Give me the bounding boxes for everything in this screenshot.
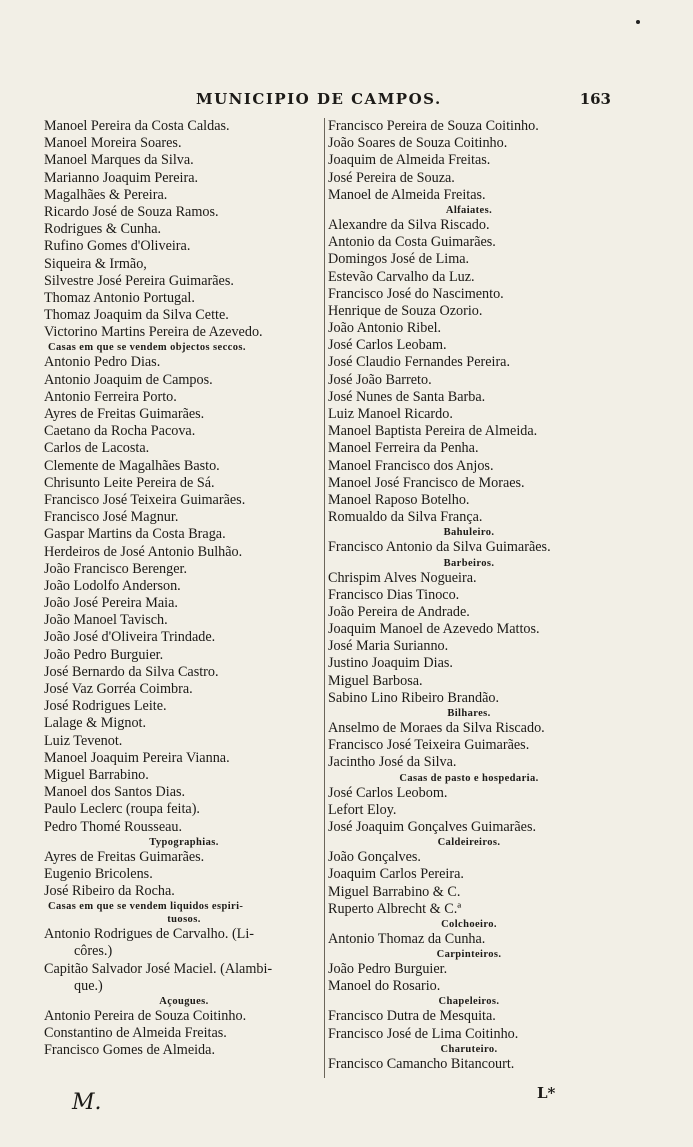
list-item: Pedro Thomé Rousseau. bbox=[44, 818, 183, 835]
list-item: Magalhães & Pereira. bbox=[44, 186, 168, 203]
list-item: Marianno Joaquim Pereira. bbox=[44, 169, 199, 186]
list-item: Carlos de Lacosta. bbox=[44, 440, 150, 457]
ink-speck bbox=[636, 20, 640, 24]
column-divider bbox=[324, 118, 325, 1078]
list-item: Siqueira & Irmão, bbox=[44, 255, 147, 272]
list-item: Miguel Barrabino. bbox=[44, 766, 149, 783]
list-item: Manoel dos Santos Dias. bbox=[44, 784, 186, 801]
list-item: José Rodrigues Leite. bbox=[44, 698, 167, 715]
list-item: Rodrigues & Cunha. bbox=[44, 221, 162, 238]
list-item: Francisco José Teixeira Guimarães. bbox=[44, 491, 246, 508]
page-number: 163 bbox=[579, 90, 611, 108]
section-heading: Colchoeiro. bbox=[441, 918, 497, 930]
list-item: Miguel Barrabino & C. bbox=[328, 883, 461, 900]
list-item: João Pereira de Andrade. bbox=[328, 603, 470, 620]
list-item: Joaquim Manoel de Azevedo Mattos. bbox=[328, 621, 540, 638]
list-item: João José d'Oliveira Trindade. bbox=[44, 629, 216, 646]
list-item: Miguel Barbosa. bbox=[328, 672, 423, 689]
section-heading: Bilhares. bbox=[447, 708, 491, 719]
list-item: Caetano da Rocha Pacova. bbox=[44, 423, 196, 440]
list-item: Jacintho José da Silva. bbox=[328, 754, 457, 771]
section-heading: Charuteiro. bbox=[440, 1043, 498, 1055]
list-item: Francisco José Teixeira Guimarães. bbox=[328, 737, 530, 754]
list-item: Lefort Eloy. bbox=[328, 801, 397, 818]
list-item: João Francisco Berenger. bbox=[44, 560, 188, 577]
list-item: Ruperto Albrecht & C.ª bbox=[328, 900, 462, 917]
list-item: Antonio da Costa Guimarães. bbox=[328, 234, 496, 251]
list-item: Chrisunto Leite Pereira de Sá. bbox=[44, 474, 215, 491]
list-item: Victorino Martins Pereira de Azevedo. bbox=[44, 324, 263, 341]
list-item: Manoel de Almeida Freitas. bbox=[328, 186, 486, 203]
list-item: José Nunes de Santa Barba. bbox=[328, 388, 486, 405]
list-item-continuation: côres.) bbox=[74, 943, 113, 960]
list-item: Eugenio Bricolens. bbox=[44, 865, 153, 882]
list-item: Henrique de Souza Ozorio. bbox=[328, 302, 483, 319]
section-heading: Barbeiros. bbox=[443, 557, 495, 569]
list-item: Francisco José Magnur. bbox=[44, 509, 179, 526]
list-item: José Carlos Leobam. bbox=[328, 337, 447, 354]
list-item: Luiz Manoel Ricardo. bbox=[328, 406, 453, 422]
list-item: José Maria Surianno. bbox=[328, 638, 449, 655]
section-heading: Carpinteiros. bbox=[436, 949, 502, 961]
list-item: José Joaquim Gonçalves Guimarães. bbox=[328, 818, 537, 835]
list-item: Ayres de Freitas Guimarães. bbox=[44, 848, 205, 865]
list-item: Francisco Antonio da Silva Guimarães. bbox=[328, 539, 551, 556]
list-item: José Ribeiro da Rocha. bbox=[44, 883, 175, 900]
section-heading: tuosos. bbox=[167, 914, 201, 926]
list-item: Manoel Baptista Pereira de Almeida. bbox=[328, 423, 538, 440]
list-item: Paulo Leclerc (roupa feita). bbox=[44, 801, 200, 818]
list-item: José João Barreto. bbox=[328, 371, 432, 388]
list-item: João Manoel Tavisch. bbox=[44, 612, 168, 629]
list-item: Francisco Camancho Bitancourt. bbox=[328, 1055, 515, 1072]
list-item: Gaspar Martins da Costa Braga. bbox=[44, 526, 226, 543]
list-item: Manoel Ferreira da Penha. bbox=[328, 440, 479, 457]
list-item: Manoel do Rosario. bbox=[328, 978, 441, 995]
section-heading: Bahuleiro. bbox=[443, 527, 495, 539]
list-item: João Lodolfo Anderson. bbox=[44, 577, 181, 594]
list-item: Thomaz Joaquim da Silva Cette. bbox=[44, 307, 229, 324]
list-item: Lalage & Mignot. bbox=[44, 715, 147, 732]
list-item: Francisco Gomes de Almeida. bbox=[44, 1042, 215, 1059]
list-item: Luiz Tevenot. bbox=[44, 732, 123, 749]
list-item: João Gonçalves. bbox=[328, 849, 421, 866]
list-item: Joaquim de Almeida Freitas. bbox=[328, 152, 491, 169]
section-heading: Typographias. bbox=[149, 836, 219, 848]
list-item: Domingos José de Lima. bbox=[328, 251, 470, 268]
list-item: Ayres de Freitas Guimarães. bbox=[44, 406, 205, 422]
list-item: Romualdo da Silva França. bbox=[328, 509, 483, 526]
page-title: MUNICIPIO DE CAMPOS. bbox=[196, 90, 442, 108]
list-item: Silvestre José Pereira Guimarães. bbox=[44, 272, 234, 289]
list-item: Francisco Pereira de Souza Coitinho. bbox=[328, 118, 539, 134]
left-column bbox=[44, 118, 324, 1060]
list-item: Manoel Joaquim Pereira Vianna. bbox=[44, 749, 230, 766]
signature-note: L* bbox=[537, 1084, 556, 1102]
list-item: Justino Joaquim Dias. bbox=[328, 655, 453, 672]
list-item: Alexandre da Silva Riscado. bbox=[328, 216, 490, 233]
list-item: Antonio Rodrigues de Carvalho. (Li- bbox=[44, 926, 255, 943]
list-item: Antonio Pereira de Souza Coitinho. bbox=[44, 1008, 247, 1024]
list-item: Antonio Pedro Dias. bbox=[44, 354, 161, 371]
section-heading: Chapeleiros. bbox=[438, 996, 500, 1008]
list-item: Antonio Joaquim de Campos. bbox=[44, 371, 213, 388]
list-item: João José Pereira Maia. bbox=[44, 595, 178, 612]
section-heading: Alfaiates. bbox=[445, 204, 493, 216]
list-item-continuation: que.) bbox=[74, 977, 103, 994]
list-item: José Bernardo da Silva Castro. bbox=[44, 663, 219, 680]
section-heading: Casas em que se vendem objectos seccos. bbox=[48, 342, 246, 354]
list-item: Francisco Dias Tinoco. bbox=[328, 586, 460, 603]
page-header bbox=[0, 88, 693, 110]
list-item: José Claudio Fernandes Pereira. bbox=[328, 354, 511, 371]
right-column bbox=[328, 118, 610, 1073]
list-item: Francisco José de Lima Coitinho. bbox=[328, 1025, 519, 1042]
list-item: José Carlos Leobom. bbox=[328, 784, 448, 801]
list-item: Antonio Thomaz da Cunha. bbox=[328, 930, 486, 947]
list-item: Anselmo de Moraes da Silva Riscado. bbox=[328, 720, 545, 736]
list-item: Capitão Salvador José Maciel. (Alambi- bbox=[44, 960, 273, 977]
list-item: Manoel Marques da Silva. bbox=[44, 152, 194, 169]
list-item: Constantino de Almeida Freitas. bbox=[44, 1025, 227, 1042]
list-item: Francisco Dutra de Mesquita. bbox=[328, 1008, 496, 1025]
list-item: João Pedro Burguier. bbox=[44, 646, 164, 663]
list-item: Manoel Moreira Soares. bbox=[44, 135, 182, 152]
section-heading: Casas de pasto e hospedaria. bbox=[399, 772, 539, 784]
list-item: Francisco José do Nascimento. bbox=[328, 285, 504, 302]
list-item: Clemente de Magalhães Basto. bbox=[44, 457, 220, 474]
list-item: Manoel Pereira da Costa Caldas. bbox=[44, 118, 230, 134]
list-item: Chrispim Alves Nogueira. bbox=[328, 569, 477, 586]
list-item: Thomaz Antonio Portugal. bbox=[44, 289, 195, 306]
list-item: Manoel José Francisco de Moraes. bbox=[328, 474, 525, 491]
list-item: Ricardo José de Souza Ramos. bbox=[44, 203, 219, 220]
section-heading: Casas em que se vendem liquidos espiri- bbox=[48, 901, 244, 913]
list-item: José Vaz Gorréa Coimbra. bbox=[44, 681, 193, 697]
section-heading: Açougues. bbox=[159, 996, 209, 1007]
section-heading: Caldeireiros. bbox=[437, 837, 501, 849]
list-item: João Soares de Souza Coitinho. bbox=[328, 135, 508, 152]
list-item: Manoel Francisco dos Anjos. bbox=[328, 457, 494, 474]
signature-mark: M. bbox=[72, 1090, 102, 1115]
list-item: João Antonio Ribel. bbox=[328, 320, 442, 337]
list-item: Antonio Ferreira Porto. bbox=[44, 388, 177, 405]
list-item: João Pedro Burguier. bbox=[328, 961, 448, 978]
list-item: Sabino Lino Ribeiro Brandão. bbox=[328, 689, 500, 706]
list-item: Joaquim Carlos Pereira. bbox=[328, 866, 464, 883]
list-item: José Pereira de Souza. bbox=[328, 169, 455, 186]
list-item: Estevão Carvalho da Luz. bbox=[328, 268, 475, 285]
list-item: Herdeiros de José Antonio Bulhão. bbox=[44, 543, 243, 560]
list-item: Rufino Gomes d'Oliveira. bbox=[44, 238, 191, 255]
list-item: Manoel Raposo Botelho. bbox=[328, 491, 470, 508]
